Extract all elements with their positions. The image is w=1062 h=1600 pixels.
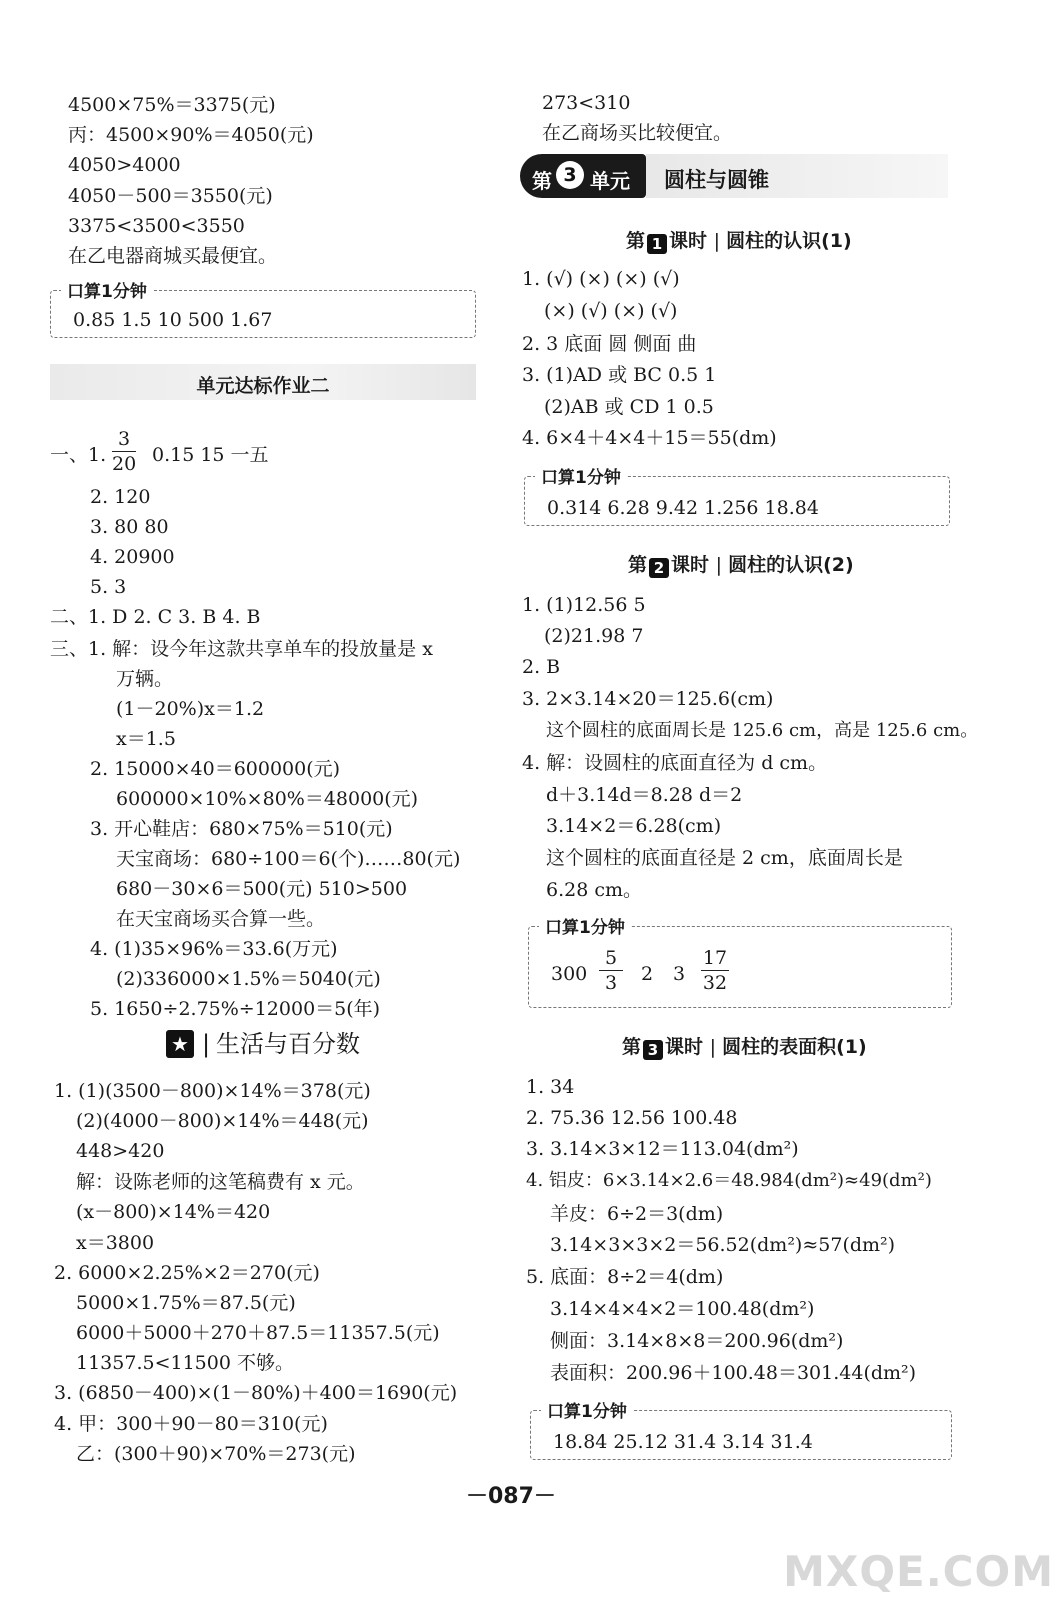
- answer-line: 3.14×4×4×2＝100.48(dm²): [550, 1298, 815, 1320]
- answer-line: 丙：4500×90%＝4050(元): [68, 124, 314, 146]
- answer-line: 4500×75%＝3375(元): [68, 94, 276, 116]
- answer-line: 这个圆柱的底面周长是 125.6 cm，高是 125.6 cm。: [546, 720, 979, 741]
- oral-calc-value: 300: [551, 963, 588, 985]
- answer-line: 2. 15000×40＝600000(元): [90, 758, 341, 780]
- answer-line: 1. (1)12.56 5: [522, 594, 646, 616]
- fraction-numerator: 3: [117, 428, 131, 450]
- answer-line: d＋3.14d＝8.28 d＝2: [546, 784, 743, 806]
- oral-calc-values: 0.85 1.5 10 500 1.67: [73, 309, 273, 331]
- answer-line: (1－20%)x＝1.2: [116, 698, 265, 720]
- fraction-denominator: 3: [604, 972, 618, 994]
- lesson-prefix: 第: [628, 554, 648, 576]
- answer-line: 三、1. 解：设今年这款共享单车的投放量是 x: [50, 638, 433, 660]
- section-divider: |: [202, 1030, 211, 1058]
- unit-number: 3: [556, 161, 584, 189]
- answer-line: 4. 解：设圆柱的底面直径为 d cm。: [522, 752, 828, 774]
- answer-line: 1. (1)(3500－800)×14%＝378(元): [54, 1080, 371, 1102]
- oral-calc-value: 3: [673, 963, 686, 985]
- section-title: 单元达标作业二: [196, 375, 330, 397]
- lesson-number: 3: [643, 1040, 663, 1060]
- answer-line: 3375<3500<3550: [68, 215, 245, 237]
- answer-line: (2)21.98 7: [544, 625, 644, 647]
- answer-line: 4. (1)35×96%＝33.6(万元): [90, 938, 338, 960]
- answer-line: 1. 34: [526, 1076, 575, 1098]
- fraction-denominator: 32: [702, 972, 728, 994]
- fraction: [701, 947, 729, 994]
- oral-calc-values: 18.84 25.12 31.4 3.14 31.4: [553, 1431, 813, 1453]
- fraction-numerator: 5: [604, 947, 618, 969]
- answer-line: 448>420: [76, 1140, 165, 1162]
- answer-line: 2. 120: [90, 486, 151, 508]
- answer-line: 6.28 cm。: [546, 879, 643, 901]
- answer-line: 4. 6×4＋4×4＋15＝55(dm): [522, 427, 777, 449]
- unit-title: 圆柱与圆锥: [664, 168, 769, 192]
- lesson-suffix: 课时: [669, 230, 708, 252]
- answer-line: 3. 80 80: [90, 516, 169, 538]
- answer-line: 4050>4000: [68, 154, 181, 176]
- answer-line: 在乙电器商城买最便宜。: [68, 245, 278, 267]
- lesson-heading: 第 3 课时 | 圆柱的表面积(1): [622, 1036, 867, 1059]
- unit-suffix: 单元: [590, 169, 630, 193]
- question-label: 一、1.: [50, 444, 107, 466]
- fraction: [599, 947, 623, 994]
- oral-calc-title: 口算1分钟: [61, 277, 153, 302]
- answer-line: (2)(4000－800)×14%＝448(元): [76, 1110, 369, 1132]
- answer-line: 2. 6000×2.25%×2＝270(元): [54, 1262, 320, 1284]
- lesson-prefix: 第: [626, 230, 646, 252]
- star-icon: ★: [166, 1030, 194, 1058]
- answer-line: x＝1.5: [116, 728, 176, 750]
- lesson-number: 1: [647, 234, 667, 254]
- answer-line: (x－800)×14%＝420: [76, 1201, 271, 1223]
- answer-line: 3. 3.14×3×12＝113.04(dm²): [526, 1138, 799, 1160]
- lesson-heading: 第 1 课时 | 圆柱的认识(1): [626, 230, 852, 253]
- answer-line: 万辆。: [116, 668, 174, 690]
- answer-line: 6000＋5000＋270＋87.5＝11357.5(元): [76, 1322, 440, 1344]
- oral-calc-box: [528, 918, 952, 1008]
- answer-line: 解：设陈老师的这笔稿费有 x 元。: [76, 1171, 365, 1193]
- answer-line: 乙：(300＋90)×70%＝273(元): [76, 1443, 356, 1465]
- answer-line: 5. 3: [90, 576, 127, 598]
- answer-line: 羊皮：6÷2＝3(dm): [550, 1203, 724, 1225]
- answer-line: 600000×10%×80%＝48000(元): [116, 788, 419, 810]
- lesson-title: 圆柱的表面积(1): [722, 1036, 867, 1058]
- answer-line: 5. 1650÷2.75%÷12000＝5(年): [90, 998, 381, 1020]
- answer-line: 在乙商场买比较便宜。: [542, 122, 733, 144]
- answer-line: 0.15 15 一五: [152, 444, 269, 466]
- answer-line: 2. B: [522, 656, 561, 678]
- oral-calc-value: 2: [641, 963, 654, 985]
- answer-line: 5. 底面：8÷2＝4(dm): [526, 1266, 724, 1288]
- lesson-suffix: 课时: [665, 1036, 704, 1058]
- watermark-text: MXQE.COM: [783, 1547, 1054, 1596]
- answer-line: 4. 20900: [90, 546, 175, 568]
- oral-calc-title: 口算1分钟: [541, 1397, 633, 1422]
- answer-line: (2)AB 或 CD 1 0.5: [544, 396, 714, 418]
- oral-calc-title: 口算1分钟: [535, 463, 627, 488]
- unit-title-bar: [646, 154, 948, 198]
- oral-calc-values: 0.314 6.28 9.42 1.256 18.84: [547, 497, 819, 519]
- page-number: －087－: [466, 1484, 556, 1509]
- lesson-suffix: 课时: [671, 554, 710, 576]
- answer-line: 3. (6850－400)×(1－80%)＋400＝1690(元): [54, 1382, 458, 1404]
- answer-line: 3. 开心鞋店：680×75%＝510(元): [90, 818, 393, 840]
- answer-line: (×) (√) (×) (√): [544, 300, 678, 322]
- answer-line: 273<310: [542, 92, 631, 114]
- lesson-heading: 第 2 课时 | 圆柱的认识(2): [628, 554, 854, 577]
- lesson-number: 2: [649, 558, 669, 578]
- answer-line: 2. 3 底面 圆 侧面 曲: [522, 333, 697, 355]
- answer-line: 表面积：200.96＋100.48＝301.44(dm²): [550, 1362, 917, 1384]
- answer-line: 天宝商场：680÷100＝6(个)……80(元): [116, 848, 461, 870]
- section-banner: [50, 364, 476, 400]
- lesson-prefix: 第: [622, 1036, 642, 1058]
- unit-prefix: 第: [532, 169, 552, 193]
- lesson-title: 圆柱的认识(1): [726, 230, 852, 252]
- answer-line: 3. 2×3.14×20＝125.6(cm): [522, 688, 774, 710]
- answer-line: 二、1. D 2. C 3. B 4. B: [50, 606, 261, 628]
- oral-calc-box: [524, 468, 950, 526]
- answer-line: 2. 75.36 12.56 100.48: [526, 1107, 738, 1129]
- answer-line: 4. 甲：300＋90－80＝310(元): [54, 1413, 328, 1435]
- answer-line: 这个圆柱的底面直径是 2 cm，底面周长是: [546, 847, 903, 869]
- answer-line: 侧面：3.14×8×8＝200.96(dm²): [550, 1330, 844, 1352]
- fraction-denominator: 20: [112, 453, 137, 475]
- answer-line: 5000×1.75%＝87.5(元): [76, 1292, 296, 1314]
- answer-line: 4050－500＝3550(元): [68, 185, 273, 207]
- life-section-title: 生活与百分数: [216, 1030, 360, 1058]
- answer-line: 3.14×3×3×2＝56.52(dm²)≈57(dm²): [550, 1234, 896, 1256]
- oral-calc-title: 口算1分钟: [539, 913, 631, 938]
- answer-line: 680－30×6＝500(元) 510>500: [116, 878, 408, 900]
- oral-calc-box: [530, 1402, 952, 1460]
- answer-line: 在天宝商场买合算一些。: [116, 908, 326, 930]
- answer-line: (2)336000×1.5%＝5040(元): [116, 968, 381, 990]
- fraction: [112, 428, 136, 475]
- answer-line: x＝3800: [76, 1232, 155, 1254]
- answer-line: 3.14×2＝6.28(cm): [546, 815, 722, 837]
- unit-badge: [520, 154, 646, 198]
- lesson-title: 圆柱的认识(2): [728, 554, 854, 576]
- oral-calc-box: [50, 282, 476, 338]
- fraction-numerator: 17: [702, 947, 728, 969]
- answer-line: 3. (1)AD 或 BC 0.5 1: [522, 364, 717, 386]
- answer-line: 11357.5<11500 不够。: [76, 1352, 294, 1374]
- answer-line: 1. (√) (×) (×) (√): [522, 268, 680, 290]
- answer-line: 4. 铝皮：6×3.14×2.6＝48.984(dm²)≈49(dm²): [526, 1170, 932, 1191]
